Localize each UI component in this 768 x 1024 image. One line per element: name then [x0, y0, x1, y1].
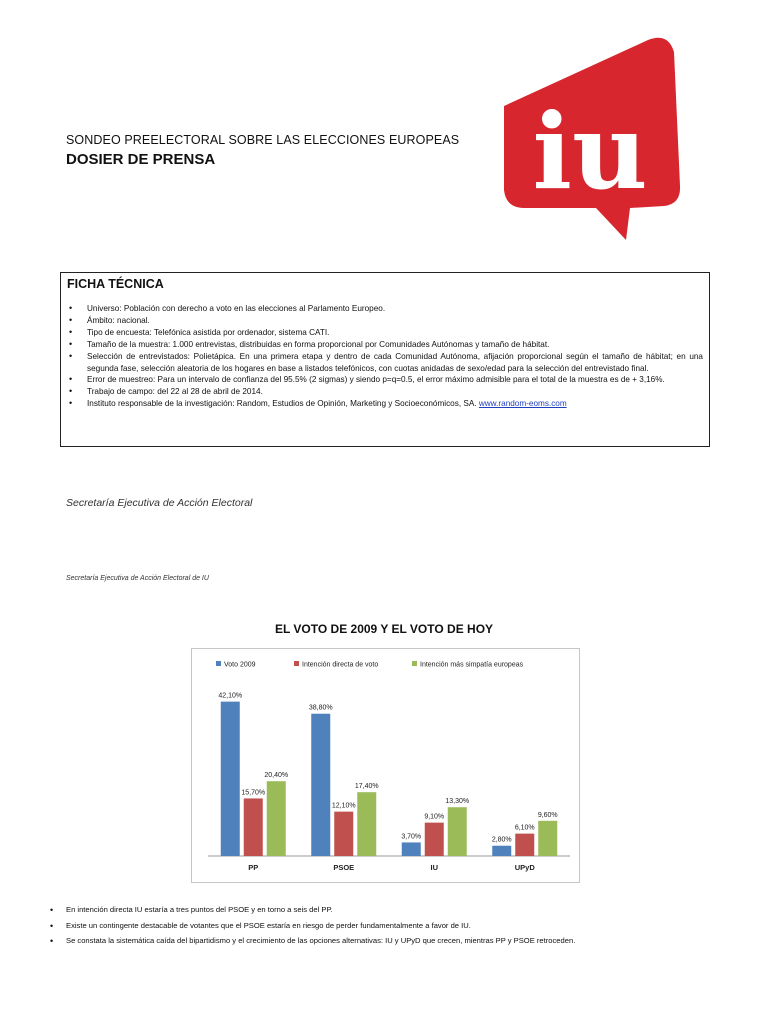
bar-chart [191, 648, 580, 883]
ficha-item-tamano-muestra: • Tamaño de la muestra: 1.000 entrevistas, distribuidas en forma proporcional por Comunidades Autónomas y tamaño de hábitat. [67, 339, 703, 351]
random-eoms-link[interactable]: www.random-eoms.com [478, 399, 567, 409]
bar-upyd-series-2 [515, 834, 534, 856]
ficha-item-seleccion: • Selección de entrevistados: Polietápica. En una primera etapa y dentro de cada Comunidad Autónoma, afijación proporcional según el tamaño de hábitat; en una segunda fase, selección aleatoria de los hogares en base a listados telefónicos, con cuotas anidadas de sexo/edad para la selección del entrevistado final. [67, 351, 703, 375]
bar-pp-series-3 [267, 781, 286, 856]
data-label-psoe-series-1: 38,80% [308, 704, 333, 712]
legend-swatch-1 [216, 661, 221, 666]
bar-iu-series-2 [425, 823, 444, 856]
bar-iu-series-3 [448, 807, 467, 856]
data-label-pp-series-2: 15,70% [241, 789, 266, 797]
ficha-item-ambito: • Ámbito: nacional. [67, 315, 703, 327]
data-label-iu-series-3: 13,30% [445, 798, 470, 806]
ficha-item-trabajo-campo: • Trabajo de campo: del 22 al 28 de abril de 2014. [67, 386, 703, 398]
ficha-item-error-muestreo: • Error de muestreo: Para un intervalo de confianza del 95.5% (2 sigmas) y siendo p=q=0.5, el error máximo admisible para el total de la muestra es de + 3,16%. [67, 374, 703, 386]
ficha-tecnica-box [60, 272, 710, 447]
conclusion-item: • Existe un contingente destacable de votantes que el PSOE estaría en riesgo de perder fundamentalmente a favor de IU. [50, 921, 730, 931]
legend-swatch-2 [294, 661, 299, 666]
legend-label-3: Intención más simpatía europeas [420, 661, 524, 669]
legend-swatch-3 [412, 661, 417, 666]
bar-psoe-series-3 [357, 792, 376, 856]
document-title: DOSIER DE PRENSA [66, 151, 216, 168]
ficha-item-universo: • Universo: Población con derecho a voto en las elecciones al Parlamento Europeo. [67, 303, 703, 315]
ficha-tecnica-title: FICHA TÉCNICA [67, 277, 164, 291]
category-label-psoe: PSOE [333, 863, 355, 872]
secretaria-caption: Secretaría Ejecutiva de Acción Electoral de IU [66, 575, 209, 582]
secretaria-heading: Secretaría Ejecutiva de Acción Electoral [66, 497, 253, 509]
legend-label-2: Intención directa de voto [302, 661, 379, 669]
data-label-psoe-series-2: 12,10% [331, 802, 356, 810]
data-label-pp-series-1: 42,10% [218, 692, 243, 700]
bar-psoe-series-2 [334, 812, 353, 856]
document-subtitle: SONDEO PREELECTORAL SOBRE LAS ELECCIONES EUROPEAS [66, 133, 460, 147]
ficha-tecnica-list [67, 303, 703, 410]
iu-logo [498, 36, 682, 240]
chart-title: EL VOTO DE 2009 Y EL VOTO DE HOY [274, 622, 494, 636]
bar-chart-svg [192, 649, 581, 884]
conclusions-list [50, 905, 730, 952]
bar-psoe-series-1 [311, 714, 330, 856]
bar-iu-series-1 [402, 842, 421, 856]
conclusion-item: • Se constata la sistemática caída del bipartidismo y el crecimiento de las opciones alternativas: IU y UPyD que crecen, mientras PP y PSOE retroceden. [50, 936, 730, 946]
data-label-iu-series-2: 9,10% [424, 813, 445, 821]
data-label-upyd-series-1: 2,80% [491, 836, 512, 844]
ficha-item-tipo-encuesta: • Tipo de encuesta: Telefónica asistida por ordenador, sistema CATI. [67, 327, 703, 339]
ficha-instituto-text: Instituto responsable de la investigación: Random, Estudios de Opinión, Marketing y Socioeconómicos, SA. [87, 399, 479, 409]
bar-upyd-series-1 [492, 846, 511, 856]
ficha-item-instituto [67, 398, 703, 410]
data-label-upyd-series-2: 6,10% [514, 824, 535, 832]
legend-label-1: Voto 2009 [224, 661, 256, 669]
bar-pp-series-2 [244, 798, 263, 856]
data-label-psoe-series-3: 17,40% [354, 783, 379, 791]
category-label-iu: IU [430, 863, 438, 872]
data-label-pp-series-3: 20,40% [264, 772, 289, 780]
category-label-pp: PP [248, 863, 259, 872]
conclusion-item: • En intención directa IU estaría a tres puntos del PSOE y en torno a seis del PP. [50, 905, 730, 915]
category-label-upyd: UPyD [514, 863, 535, 872]
bar-pp-series-1 [221, 702, 240, 856]
data-label-upyd-series-3: 9,60% [537, 811, 558, 819]
iu-logo-text: iu [532, 90, 648, 213]
bar-upyd-series-3 [538, 821, 557, 856]
data-label-iu-series-1: 3,70% [401, 833, 422, 841]
